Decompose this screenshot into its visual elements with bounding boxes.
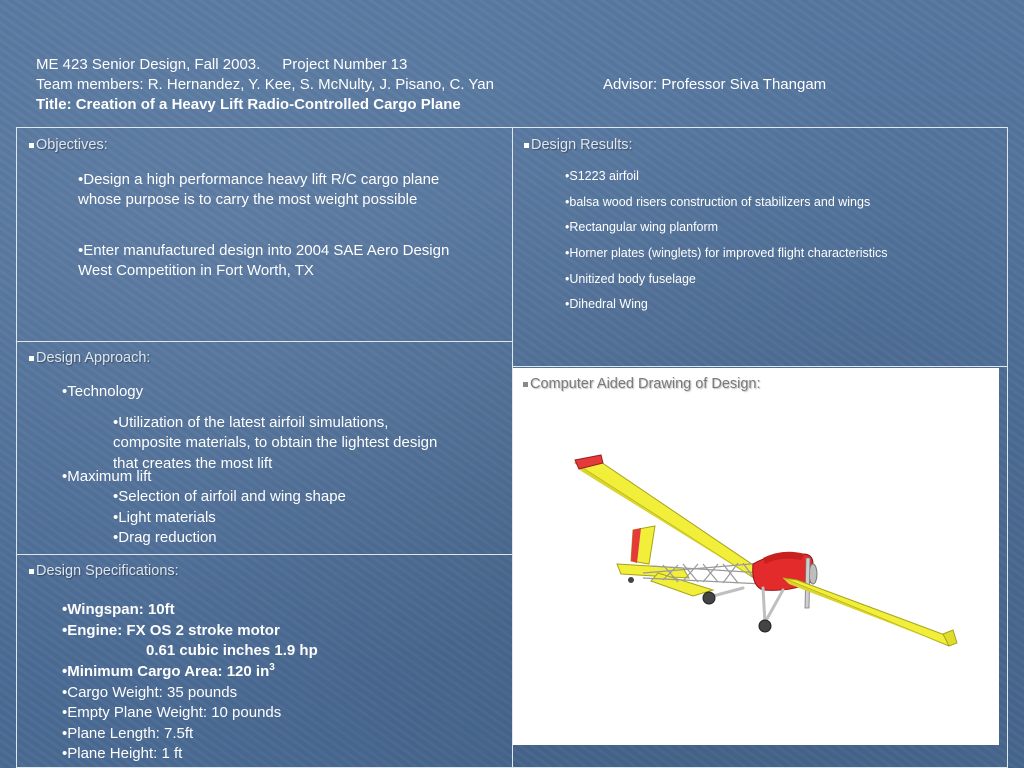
approach-tech-line: •Utilization of the latest airfoil simulations, bbox=[113, 414, 389, 431]
course-line: ME 423 Senior Design, Fall 2003. bbox=[36, 56, 261, 73]
project-title: Title: Creation of a Heavy Lift Radio-Controlled Cargo Plane bbox=[36, 96, 461, 113]
approach-max-lift: •Maximum lift bbox=[62, 468, 152, 485]
result-item: •balsa wood risers construction of stabilizers and wings bbox=[565, 195, 871, 209]
spec-cargo-weight: •Cargo Weight: 35 pounds bbox=[62, 684, 238, 701]
spec-height: •Plane Height: 1 ft bbox=[62, 745, 183, 762]
airplane-cad-drawing bbox=[513, 368, 999, 745]
project-number: Project Number 13 bbox=[282, 56, 408, 73]
spec-cargo-area-exponent: 3 bbox=[269, 662, 275, 673]
spec-empty-weight: •Empty Plane Weight: 10 pounds bbox=[62, 704, 282, 721]
bullet-square bbox=[29, 569, 34, 574]
team-members: Team members: R. Hernandez, Y. Kee, S. McNulty, J. Pisano, C. Yan bbox=[36, 76, 494, 93]
approach-sub-item: •Selection of airfoil and wing shape bbox=[113, 488, 346, 505]
objectives-heading bbox=[29, 137, 108, 153]
results-heading bbox=[524, 137, 633, 153]
result-item: •Dihedral Wing bbox=[565, 297, 648, 311]
approach-heading-text: Design Approach: bbox=[36, 350, 151, 366]
result-item: •Rectangular wing planform bbox=[565, 220, 719, 234]
approach-tech-line: that creates the most lift bbox=[113, 455, 273, 472]
objective-item: •Enter manufactured design into 2004 SAE Aero Design West Competition in Fort Worth, TX bbox=[78, 242, 450, 279]
approach-heading bbox=[29, 350, 150, 366]
result-item: •Horner plates (winglets) for improved flight characteristics bbox=[565, 246, 888, 260]
approach-tech-line: composite materials, to obtain the lightest design bbox=[113, 434, 438, 451]
bullet-square bbox=[29, 356, 34, 361]
advisor: Advisor: Professor Siva Thangam bbox=[603, 76, 827, 93]
objective-item: •Design a high performance heavy lift R/C cargo plane whose purpose is to carry the most weight possible bbox=[78, 171, 440, 208]
spec-engine-detail-text: 0.61 cubic inches 1.9 hp bbox=[146, 642, 318, 659]
spec-engine-detail bbox=[146, 642, 318, 659]
spec-length: •Plane Length: 7.5ft bbox=[62, 725, 194, 742]
spec-cargo-area-text: •Minimum Cargo Area: 120 in bbox=[62, 663, 270, 680]
slide-header bbox=[36, 55, 827, 115]
objectives-heading-text: Objectives: bbox=[36, 137, 108, 153]
cad-panel bbox=[513, 368, 999, 745]
spec-wingspan-text: •Wingspan: 10ft bbox=[62, 601, 175, 618]
bullet-square bbox=[29, 143, 34, 148]
cad-heading-text: Computer Aided Drawing of Design: bbox=[530, 376, 761, 392]
approach-sub-item: •Light materials bbox=[113, 509, 216, 526]
result-item: •S1223 airfoil bbox=[565, 169, 639, 183]
spec-engine-text: •Engine: FX OS 2 stroke motor bbox=[62, 622, 280, 639]
result-item: •Unitized body fuselage bbox=[565, 272, 696, 286]
objectives-box bbox=[16, 127, 513, 342]
spec-wingspan bbox=[62, 601, 175, 618]
results-heading-text: Design Results: bbox=[531, 137, 633, 153]
bullet-square bbox=[524, 143, 529, 148]
spec-cargo-area bbox=[62, 662, 275, 680]
specs-heading bbox=[29, 563, 179, 579]
specs-heading-text: Design Specifications: bbox=[36, 563, 179, 579]
approach-sub-item: •Drag reduction bbox=[113, 529, 217, 546]
approach-technology: •Technology bbox=[62, 383, 144, 400]
spec-engine bbox=[62, 622, 280, 639]
